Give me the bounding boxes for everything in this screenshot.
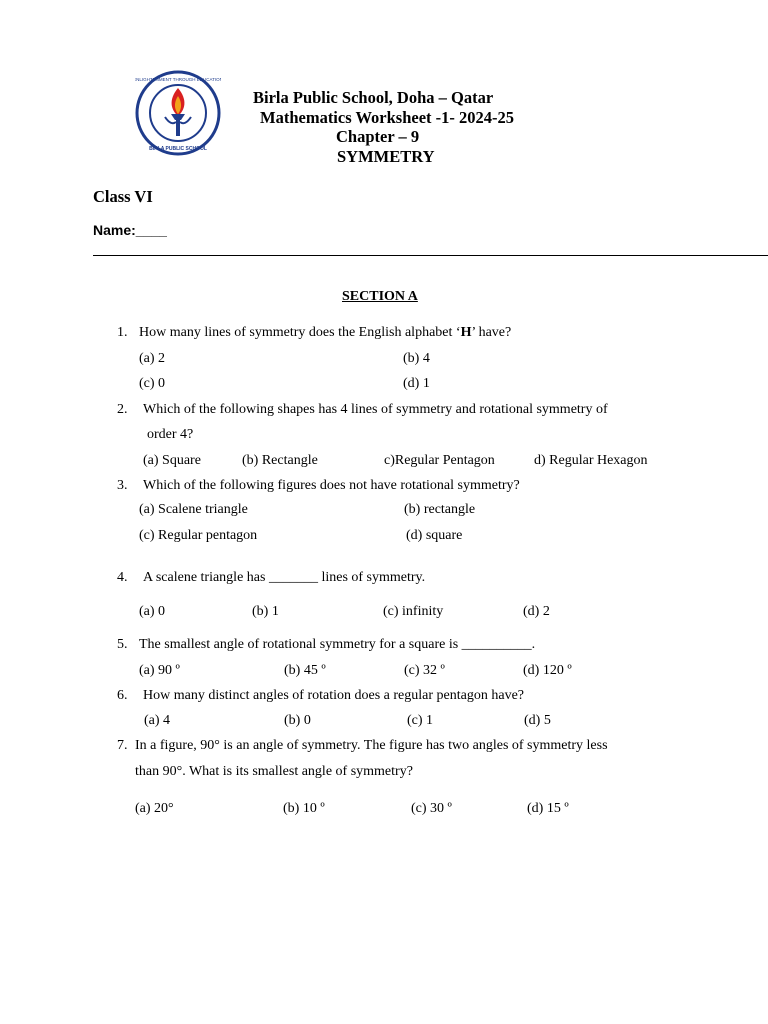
option: c)Regular Pentagon xyxy=(384,453,495,468)
torch-logo-icon xyxy=(135,70,221,156)
question-number: 5. xyxy=(117,637,128,652)
option: (b) 0 xyxy=(284,713,311,728)
option: (d) 15 º xyxy=(527,801,569,816)
question-text: A scalene triangle has _______ lines of symmetry. xyxy=(143,570,426,585)
option: (c) 32 º xyxy=(404,663,445,678)
question-number: 2. xyxy=(117,402,128,417)
question-text-emphasis: H xyxy=(460,325,472,340)
option: d) Regular Hexagon xyxy=(534,453,648,468)
question-text: Which of the following figures does not have rotational symmetry? xyxy=(143,478,520,493)
question-number: 6. xyxy=(117,688,128,703)
option: (b) 10 º xyxy=(283,801,325,816)
option: (c) Regular pentagon xyxy=(139,528,258,543)
option: (a) Square xyxy=(143,453,201,468)
school-logo xyxy=(135,70,221,156)
chapter-title: Chapter – 9 xyxy=(336,127,420,146)
question-text: In a figure, 90° is an angle of symmetry. The figure has two angles of symmetry less xyxy=(135,738,608,753)
topic-title: SYMMETRY xyxy=(337,147,435,166)
worksheet-title: Mathematics Worksheet -1- 2024-25 xyxy=(260,108,515,127)
question-text: Which of the following shapes has 4 lines of symmetry and rotational symmetry of xyxy=(143,402,608,417)
option: (a) 0 xyxy=(139,604,166,619)
option: (d) 5 xyxy=(524,713,551,728)
option: (b) rectangle xyxy=(404,502,476,517)
option: (b) 4 xyxy=(403,351,430,366)
section-title: SECTION A xyxy=(342,289,418,304)
option: (c) 1 xyxy=(407,713,434,728)
option: (b) 45 º xyxy=(284,663,326,678)
option: (c) infinity xyxy=(383,604,444,619)
name-label: Name:____ xyxy=(93,222,167,238)
option: (b) 1 xyxy=(252,604,279,619)
question-number: 3. xyxy=(117,478,128,493)
option: (d) 120 º xyxy=(523,663,572,678)
question-text xyxy=(139,325,511,341)
logo-text-bottom: BIRLA PUBLIC SCHOOL xyxy=(149,146,207,152)
question-text-part: How many lines of symmetry does the English alphabet ‘ xyxy=(139,325,461,340)
option: (c) 0 xyxy=(139,376,166,391)
option: (c) 30 º xyxy=(411,801,452,816)
question-text: than 90°. What is its smallest angle of symmetry? xyxy=(135,764,413,779)
option: (a) Scalene triangle xyxy=(139,502,248,517)
school-name: Birla Public School, Doha – Qatar xyxy=(253,88,494,107)
option: (a) 90 º xyxy=(139,663,180,678)
option: (d) 1 xyxy=(403,376,430,391)
class-label: Class VI xyxy=(93,187,153,206)
option: (a) 2 xyxy=(139,351,166,366)
option: (a) 4 xyxy=(144,713,171,728)
option: (d) square xyxy=(406,528,463,543)
option: (d) 2 xyxy=(523,604,550,619)
question-text: The smallest angle of rotational symmetry for a square is __________. xyxy=(139,637,536,652)
logo-text-top: ENLIGHTENMENT THROUGH EDUCATION xyxy=(135,77,221,82)
question-number: 7. xyxy=(117,738,128,753)
question-text-part: ’ have? xyxy=(471,325,512,340)
question-number: 4. xyxy=(117,570,128,585)
question-text: How many distinct angles of rotation does a regular pentagon have? xyxy=(143,688,524,703)
option: (a) 20° xyxy=(135,801,174,816)
option: (b) Rectangle xyxy=(242,453,318,468)
divider-line xyxy=(93,255,768,256)
question-text: order 4? xyxy=(147,427,194,442)
question-number: 1. xyxy=(117,325,128,340)
